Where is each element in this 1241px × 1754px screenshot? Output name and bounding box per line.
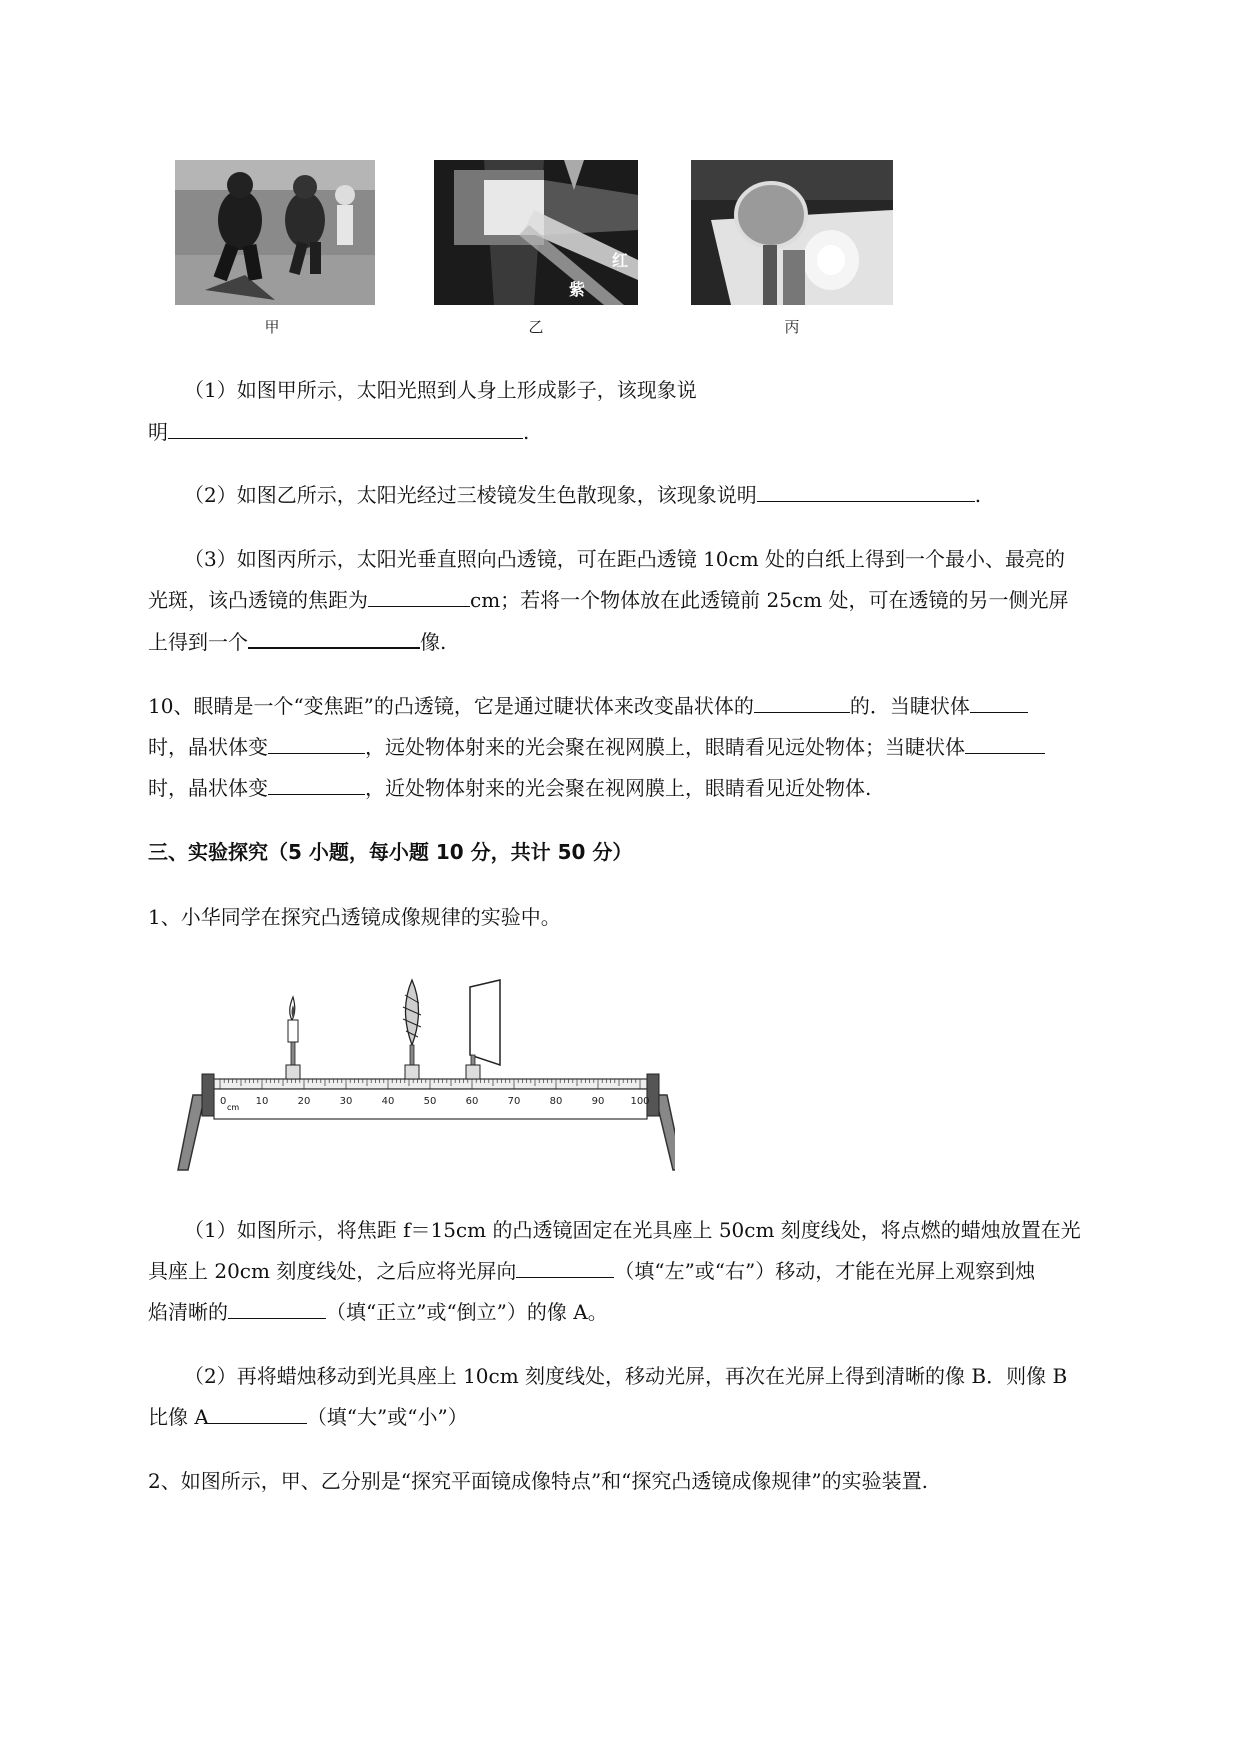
bench-tick-label: 40	[381, 1096, 395, 1107]
q10-line2: 时，晶状体变 ，远处物体射来的光会聚在视网膜上，眼睛看见远处物体；当睫状体	[148, 733, 1045, 761]
prism-label-red: 红	[612, 251, 629, 270]
prism-label-violet: 紫	[569, 280, 586, 299]
bench-tick-label: 70	[507, 1096, 521, 1107]
q9-1-blank[interactable]	[168, 418, 523, 439]
e2-intro: 2、如图所示，甲、乙分别是“探究平面镜成像特点”和“探究凸透镜成像规律”的实验装置.	[148, 1469, 928, 1493]
e1-blank-size[interactable]	[209, 1403, 307, 1424]
e1-p1-line2: 具座上 20cm 刻度线处，之后应将光屏向 （填“左”或“右”）移动，才能在光屏上观察到烛	[148, 1259, 1036, 1283]
candle	[286, 997, 300, 1079]
q9-2-blank[interactable]	[757, 481, 975, 502]
lens-photo-graphic	[691, 160, 893, 305]
shadow-photo-graphic	[175, 160, 375, 305]
e1-p2-line2: 比像 A （填“大”或“小”）	[148, 1405, 468, 1429]
convex-lens	[403, 980, 421, 1079]
bench-tick-label: 10	[255, 1096, 269, 1107]
e1-intro: 1、小华同学在探究凸透镜成像规律的实验中。	[148, 905, 561, 929]
bench-tick-label: 50	[423, 1096, 437, 1107]
caption-bing: 丙	[784, 318, 800, 336]
optical-bench-graphic	[175, 975, 675, 1180]
e1-blank-orientation[interactable]	[228, 1298, 326, 1319]
q9-3-line1: （3）如图丙所示，太阳光垂直照向凸透镜，可在距凸透镜 10cm 处的白纸上得到一个最小、最亮的	[184, 547, 1066, 571]
bench-tick-label: 20	[297, 1096, 311, 1107]
caption-yi: 乙	[528, 318, 544, 336]
q10-blank-1[interactable]	[754, 692, 850, 713]
bench-tick-label: 0	[220, 1096, 227, 1107]
bench-tick-label: 80	[549, 1096, 563, 1107]
section3-heading: 三、实验探究（5 小题，每小题 10 分，共计 50 分）	[148, 840, 633, 864]
q10-line1: 10、眼睛是一个“变焦距”的凸透镜，它是通过睫状体来改变晶状体的 的．当睫状体	[148, 692, 1028, 720]
bench-tick-label: 30	[339, 1096, 353, 1107]
bench-tick-label: 90	[591, 1096, 605, 1107]
bench-tick-label: 60	[465, 1096, 479, 1107]
e1-p1-line3: 焰清晰的 （填“正立”或“倒立”）的像 A。	[148, 1300, 608, 1324]
q9-1-line2: 明 .	[148, 420, 530, 444]
optical-bench-figure	[175, 975, 675, 1180]
q10-blank-2[interactable]	[970, 692, 1028, 713]
caption-jia: 甲	[264, 318, 280, 336]
q9-3-blank-image[interactable]	[248, 627, 420, 649]
q9-2-line: （2）如图乙所示，太阳光经过三棱镜发生色散现象，该现象说明 .	[184, 483, 982, 507]
q9-1-line1: （1）如图甲所示，太阳光照到人身上形成影子，该现象说	[184, 378, 697, 402]
q10-blank-3[interactable]	[268, 733, 365, 754]
q9-3-line3: 上得到一个 像.	[148, 627, 446, 656]
prism-photo-graphic	[434, 160, 638, 305]
bench-unit-label: cm	[227, 1103, 240, 1112]
q10-blank-4[interactable]	[965, 733, 1045, 754]
q10-line3: 时，晶状体变 ，近处物体射来的光会聚在视网膜上，眼睛看见近处物体.	[148, 776, 872, 800]
photo-shadow	[175, 160, 375, 305]
light-screen	[466, 980, 500, 1079]
e1-p2-line1: （2）再将蜡烛移动到光具座上 10cm 刻度线处，移动光屏，再次在光屏上得到清晰的像 B．则像 B	[184, 1364, 1068, 1388]
photo-lens	[691, 160, 893, 305]
q9-3-blank-focal[interactable]	[368, 586, 470, 607]
photo-prism	[434, 160, 638, 305]
q9-3-line2: 光斑，该凸透镜的焦距为 cm；若将一个物体放在此透镜前 25cm 处，可在透镜的另一侧光屏	[148, 588, 1069, 612]
q10-blank-5[interactable]	[268, 774, 365, 795]
e1-blank-direction[interactable]	[516, 1257, 614, 1278]
e1-p1-line1: （1）如图所示，将焦距 f＝15cm 的凸透镜固定在光具座上 50cm 刻度线处，将点燃的蜡烛放置在光	[184, 1218, 1081, 1242]
bench-tick-label: 100	[630, 1096, 650, 1107]
